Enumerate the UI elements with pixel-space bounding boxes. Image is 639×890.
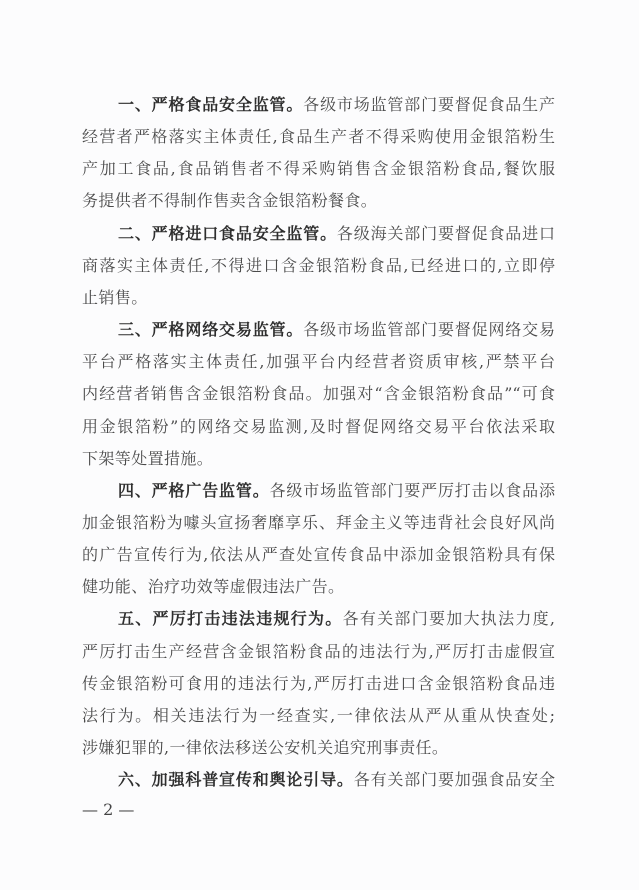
paragraph-first-line	[118, 479, 555, 503]
paragraph-line: 止销售。	[82, 287, 148, 307]
paragraph-line: 加金银箔粉为噱头宣扬奢靡享乐、拜金主义等违背社会良好风尚	[82, 512, 555, 532]
section-heading: 六、加强科普宣传和舆论引导。	[118, 770, 354, 790]
paragraph-line: 涉嫌犯罪的,一律依法移送公安机关追究刑事责任。	[82, 738, 449, 757]
paragraph-text: 各有关部门要加大执法力度,	[342, 609, 555, 629]
paragraph-first-line	[118, 768, 555, 792]
paragraph-text: 各级海关部门要督促食品进口	[336, 223, 555, 243]
section-heading: 一、严格食品安全监管。	[118, 95, 304, 114]
paragraph-text: 各级市场监管部门要严厉打击以食品添	[269, 480, 555, 500]
paragraph-first-line	[118, 222, 555, 246]
paragraph-line: 务提供者不得制作售卖含金银箔粉餐食。	[82, 191, 378, 211]
paragraph-text: 各级市场监管部门要督促食品生产	[303, 95, 555, 114]
paragraph-line: 用金银箔粉”的网络交易监测,及时督促网络交易平台依法采取	[82, 416, 555, 436]
paragraph-line: 下架等处置措施。	[82, 448, 214, 468]
paragraph-first-line	[118, 318, 555, 342]
paragraph-first-line	[118, 93, 555, 117]
paragraph-line: 平台严格落实主体责任,加强平台内经营者资质审核,严禁平台	[82, 352, 555, 372]
paragraph-line: 严厉打击生产经营含金银箔粉食品的违法行为,严厉打击虚假宣	[82, 641, 555, 661]
paragraph-text: 各有关部门要加强食品安全	[353, 770, 555, 790]
section-heading: 五、严厉打击违法违规行为。	[118, 609, 343, 629]
paragraph-line: 法行为。相关违法行为一经查实,一律依法从严从重从快查处;	[82, 705, 555, 725]
paragraph-line: 产加工食品,食品销售者不得采购销售含金银箔粉食品,餐饮服	[82, 159, 555, 179]
section-heading: 四、严格广告监管。	[118, 480, 270, 500]
paragraph-line: 内经营者销售含金银箔粉食品。加强对“含金银箔粉食品”“可食	[82, 384, 555, 404]
paragraph-first-line	[118, 607, 555, 631]
paragraph-line: 经营者严格落实主体责任,食品生产者不得采购使用金银箔粉生	[82, 127, 555, 147]
paragraph-line: 传金银箔粉可食用的违法行为,严厉打击进口含金银箔粉食品违	[82, 673, 555, 693]
paragraph-text: 各级市场监管部门要督促网络交易	[303, 320, 555, 340]
section-heading: 三、严格网络交易监管。	[118, 320, 304, 340]
paragraph-line: 商落实主体责任,不得进口含金银箔粉食品,已经进口的,立即停	[82, 255, 555, 275]
page-number: — 2 —	[82, 800, 135, 819]
paragraph-line: 健功能、治疗功效等虚假违法广告。	[82, 577, 345, 597]
section-heading: 二、严格进口食品安全监管。	[118, 223, 337, 243]
paragraph-line: 的广告宣传行为,依法从严查处宣传食品中添加金银箔粉具有保	[82, 545, 555, 565]
